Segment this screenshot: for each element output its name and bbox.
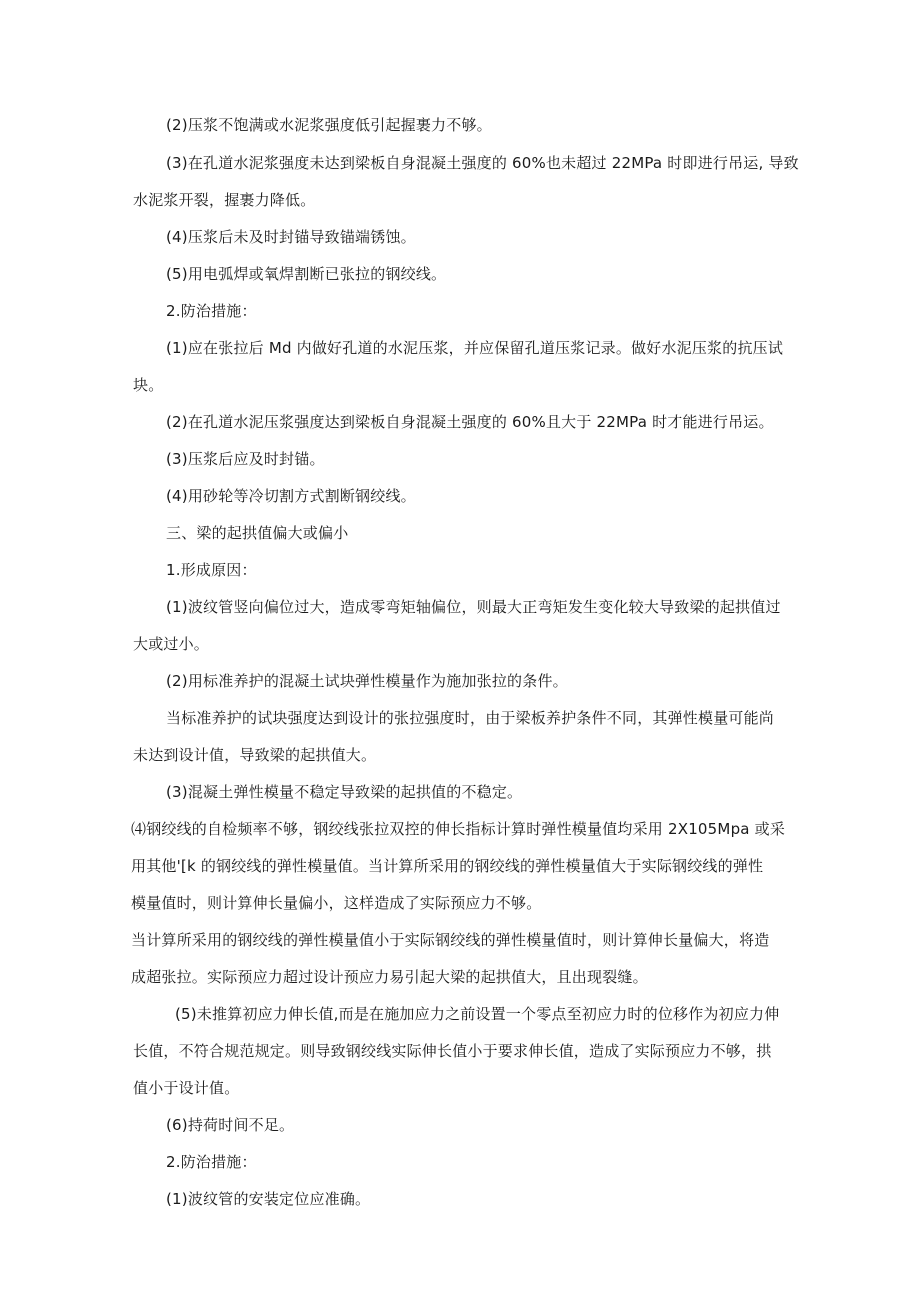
text-line: 当计算所采用的钢绞线的弹性模量值小于实际钢绞线的弹性模量值时，则计算伸长量偏大，将造 <box>131 931 770 949</box>
text-line: (3)混凝土弹性模量不稳定导致梁的起拱值的不稳定。 <box>166 783 523 801</box>
section-heading: 2.防治措施： <box>166 302 257 320</box>
text-line: 模量值时，则计算伸长量偏小，这样造成了实际预应力不够。 <box>131 894 542 912</box>
text-line: 大或过小。 <box>133 635 210 653</box>
text-line: (4)压浆后未及时封锚导致锚端锈蚀。 <box>166 228 416 246</box>
text-line: 块。 <box>133 376 164 394</box>
text-line: 当标准养护的试块强度达到设计的张拉强度时，由于梁板养护条件不同，其弹性模量可能尚 <box>166 709 775 727</box>
text-line: (2)在孔道水泥压浆强度达到梁板自身混凝土强度的 60%且大于 22MPa 时才能进行吊运。 <box>166 413 774 431</box>
text-line: (1)波纹管竖向偏位过大，造成零弯矩轴偏位，则最大正弯矩发生变化较大导致梁的起拱值过 <box>166 598 781 616</box>
text-line: 水泥浆开裂，握裹力降低。 <box>133 191 316 209</box>
text-line: (5)未推算初应力伸长值,而是在施加应力之前设置一个零点至初应力时的位移作为初应力伸 <box>175 1005 780 1023</box>
text-line: 用其他'[k 的钢绞线的弹性模量值。当计算所采用的钢绞线的弹性模量值大于实际钢绞线的弹性 <box>131 857 764 875</box>
text-line: (6)持荷时间不足。 <box>166 1116 295 1134</box>
text-line: (3)在孔道水泥浆强度未达到梁板自身混凝土强度的 60%也未超过 22MPa 时即进行吊运, 导致 <box>166 154 799 172</box>
section-heading: 1.形成原因： <box>166 561 257 579</box>
text-line: (3)压浆后应及时封锚。 <box>166 450 325 468</box>
section-heading: 2.防治措施： <box>166 1153 257 1171</box>
text-line: 长值，不符合规范规定。则导致钢绞线实际伸长值小于要求伸长值，造成了实际预应力不够，拱 <box>133 1042 772 1060</box>
text-line: (1)波纹管的安装定位应准确。 <box>166 1190 371 1208</box>
text-line: 成超张拉。实际预应力超过设计预应力易引起大梁的起拱值大，且出现裂缝。 <box>131 968 648 986</box>
text-line: 值小于设计值。 <box>133 1079 240 1097</box>
text-line: (2)压浆不饱满或水泥浆强度低引起握裹力不够。 <box>166 116 492 134</box>
text-line: (1)应在张拉后 Md 内做好孔道的水泥压浆，并应保留孔道压浆记录。做好水泥压浆的抗压试 <box>166 339 784 357</box>
section-title: 三、梁的起拱值偏大或偏小 <box>166 524 349 542</box>
text-line: (2)用标准养护的混凝土试块弹性模量作为施加张拉的条件。 <box>166 672 568 690</box>
text-line: (4)用砂轮等冷切割方式割断钢绞线。 <box>166 487 416 505</box>
text-line: 未达到设计值，导致梁的起拱值大。 <box>133 746 377 764</box>
text-line: (5)用电弧焊或氧焊割断已张拉的钢绞线。 <box>166 265 447 283</box>
text-line: ⑷钢绞线的自检频率不够，钢绞线张拉双控的伸长指标计算时弹性模量值均采用 2X105Mpa 或采 <box>131 820 786 838</box>
